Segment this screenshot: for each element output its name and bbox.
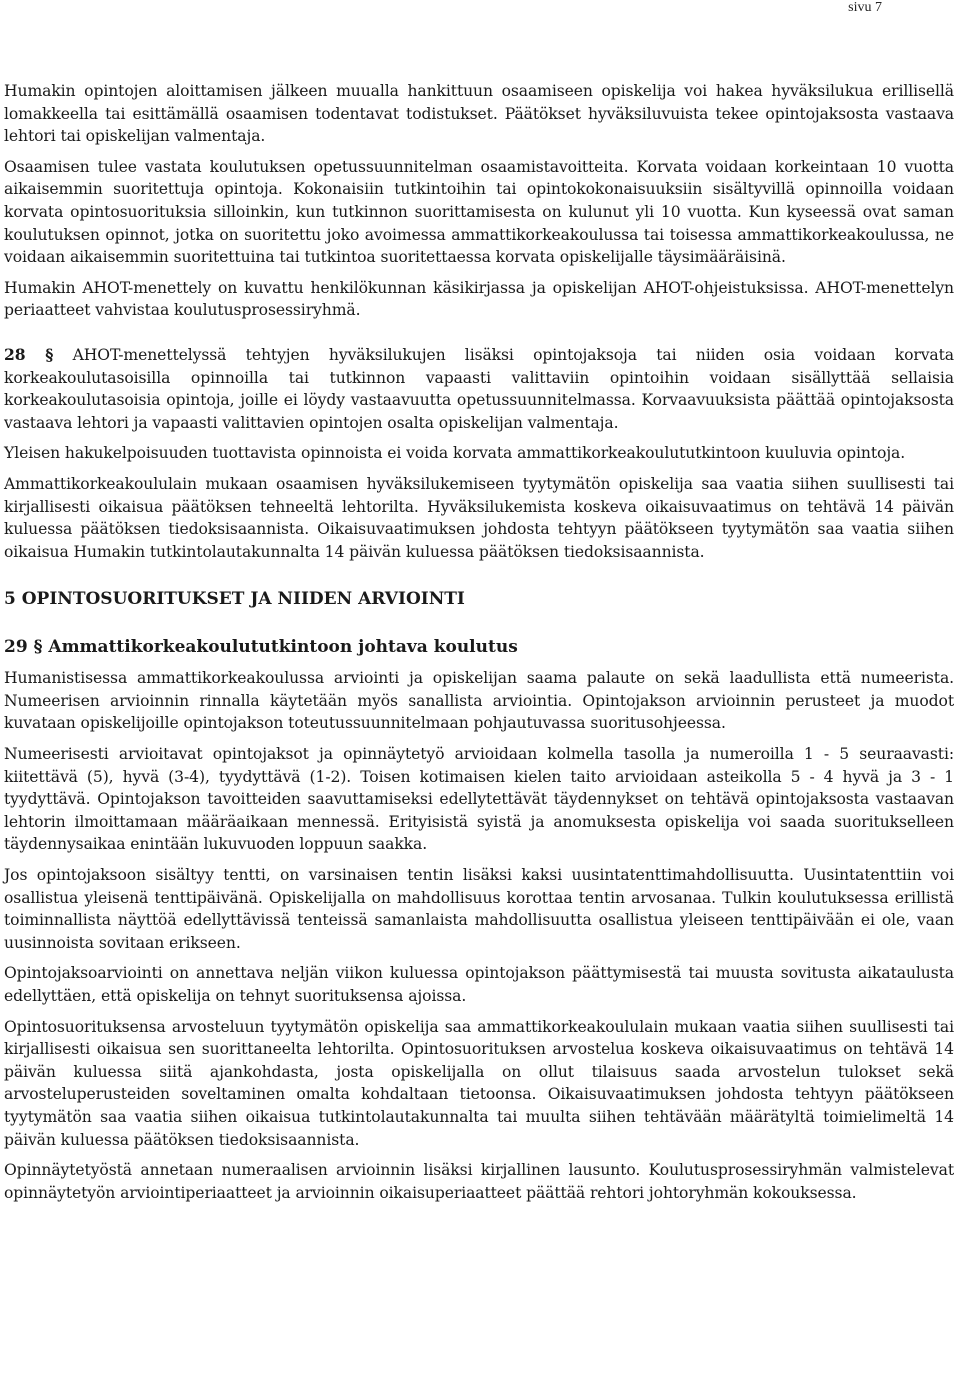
chapter-heading: 5 OPINTOSUORITUKSET JA NIIDEN ARVIOINTI (4, 589, 465, 610)
paragraph-exam-retakes: Jos opintojaksoon sisältyy tentti, on varsinaisen tentin lisäksi kaksi uusintatenttimahdollisuutta. Uusintatenttiin voi osallistua yleisenä tenttipäivänä. Opiskelijalla on mahdollisuus korottaa tentin arvosanaa. Tulkin koulutuksessa erillistä toiminnallista näyttöä edellyttävissä tenteissä samanlaista mahdollisuutta osallistua yleiseen tenttipäivään ei ole, vaan uusinnoista sovitaan erikseen. (4, 866, 954, 952)
paragraph-recognition-criteria: Osaamisen tulee vastata koulutuksen opetussuunnitelman osaamistavoitteita. Korvata voidaan korkeintaan 10 vuotta aikaisemmin suoritettuja opintoja. Kokonaisiin tutkintoihin tai opintokokonaisuuksiin sisältyvillä opinnoilla voidaan korvata opintosuorituksia silloinkin, kun tutkinnon suorittamisesta on kulunut yli 10 vuotta. Kun kyseessä ovat saman koulutuksen opinnot, jotka on suoritettu joko avoimessa ammattikorkeakoulussa tai toisessa ammattikorkeakoulussa, ne voidaan aikaisemmin suoritettuina tai tutkintoa suoritettaessa korvata opiskelijalle täysimääräisinä. (4, 157, 954, 267)
paragraph-recognition-appeal: Ammattikorkeakoululain mukaan osaamisen hyväksilukemiseen tyytymätön opiskelija saa vaatia siihen suullisesti tai kirjallisesti oikaisua päätöksen tehneeltä lehtorilta. Hyväksilukemista koskeva oikaisuvaatimus on tehtävä 14 päivän kuluessa päätöksen tiedoksisaannista. Oikaisuvaatimuksen johdosta tehtyyn päätökseen tyytymätön saa vaatia siihen oikaisua Humakin tutkintolautakunnalta 14 päivän kuluessa päätöksen tiedoksisaannista. (4, 474, 954, 561)
paragraph-ahot-procedure: Humakin AHOT-menettely on kuvattu henkilökunnan käsikirjassa ja opiskelijan AHOT-ohjeistuksissa. AHOT-menettelyn periaatteet vahvistaa koulutusprosessiryhmä. (4, 278, 954, 320)
paragraph-thesis-evaluation: Opinnäytetyöstä annetaan numeraalisen arvioinnin lisäksi kirjallinen lausunto. Koulutusprosessiryhmän valmistelevat opinnäytetyön arviointiperiaatteet ja arvioinnin oikaisuperiaatteet päättää rehtori johtoryhmän kokouksessa. (4, 1161, 954, 1202)
paragraph-section-28 (4, 344, 954, 434)
paragraph-grading-scale: Numeerisesti arvioitavat opintojaksot ja opinnäytetyö arvioidaan kolmella tasolla ja numeroilla 1 - 5 seuraavasti: kiitettävä (5), hyvä (3-4), tyydyttävä (1-2). Toisen kotimaisen kielen taito arvioidaan asteikolla 5 - 4 hyvä ja 3 - 1 tyydyttävä. Opintojakson tavoitteiden saavuttamiseksi edellytettävät täydennykset on tehtävä opintojaksosta vastaavan lehtorin ilmoittamaan määräaikaan mennessä. Erityisistä syistä ja anomuksesta opiskelija voi saada suoritukselleen täydennysaikaa enintään lukuvuoden loppuun saakka. (4, 745, 954, 854)
paragraph-general-eligibility: Yleisen hakukelpoisuuden tuottavista opinnoista ei voida korvata ammattikorkeakoulututkintoon kuuluvia opintoja. (4, 444, 906, 463)
page-number: sivu 7 (848, 0, 882, 15)
paragraph-assessment-deadline: Opintojaksoarviointi on annettava neljän viikon kuluessa opintojakson päättymisestä tai muusta sovitusta aikataulusta edellyttäen, että opiskelija on tehnyt suorituksensa ajoissa. (4, 964, 954, 1005)
paragraph-recognition-application: Humakin opintojen aloittamisen jälkeen muualla hankittuun osaamiseen opiskelija voi hakea hyväksilukua erillisellä lomakkeella tai esittämällä osaamisen todentavat todistukset. Päätökset hyväksiluvuista tekee opintojaksosta vastaava lehtori tai opiskelijan valmentaja. (4, 82, 954, 146)
section-29-heading: 29 § Ammattikorkeakoulututkintoon johtava koulutus (4, 637, 518, 658)
section-28-number: 28 § (4, 344, 54, 364)
paragraph-assessment-appeal: Opintosuorituksensa arvosteluun tyytymätön opiskelija saa ammattikorkeakoululain mukaan vaatia siihen suullisesti tai kirjallisesti oikaisua sen suorittaneelta lehtorilta. Opintosuorituksen arvostelua koskeva oikaisuvaatimus on tehtävä 14 päivän kuluessa siitä ajankohdasta, josta opiskelijalla on ollut tilaisuus saada arvostelun tulokset sekä arvosteluperusteiden soveltaminen omalta kohdaltaan tietoonsa. Oikaisuvaatimuksen johdosta tehtyyn päätökseen tyytymätön saa vaatia siihen oikaisua tutkintolautakunnalta tai muulta siihen tehtävään määrätyltä toimielimeltä 14 päivän kuluessa päätöksen tiedoksisaannista. (4, 1017, 954, 1149)
paragraph-assessment-overview: Humanistisessa ammattikorkeakoulussa arviointi ja opiskelijan saama palaute on sekä laadullista että numeerista. Numeerisen arvioinnin rinnalla käytetään myös sanallista arviointia. Opintojakson arvioinnin perusteet ja muodot kuvataan opiskelijoille opintojakson toteutussuunnitelmaan pohjautuvassa suoritusohjeessa. (4, 669, 954, 733)
document-body (4, 80, 954, 1204)
section-28-text: AHOT-menettelyssä tehtyjen hyväksilukujen lisäksi opintojaksoja tai niiden osia voidaan korvata korkeakoulutasoisilla opinnoilla tai tutkinnon vapaasti valittaviin opintoihin voidaan sisällyttää sellaisia korkeakoulutasoisia opintoja, joille ei löydy vastaavuutta opetussuunnitelmassa. Korvaavuuksista päättää opintojaksosta vastaava lehtori ja vapaasti valittavien opintojen osalta opiskelijan valmentaja. (4, 345, 954, 432)
